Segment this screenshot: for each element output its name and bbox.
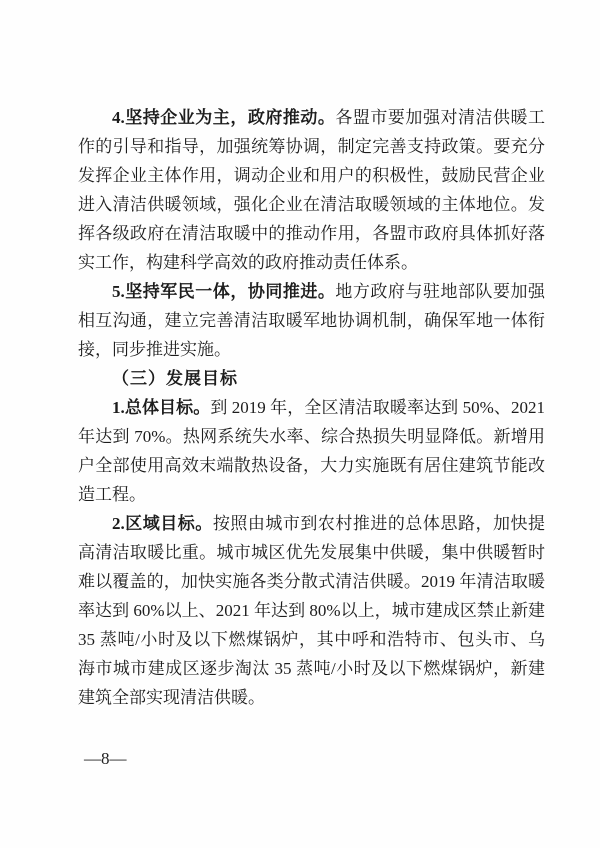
- paragraph-text: 地方政府与驻地部队要加强相互沟通，建立完善清洁取暖军地协调机制，确保军地一体衔接，同步推进实施。: [78, 282, 546, 359]
- paragraph-lead: 4.坚持企业为主，政府推动。: [112, 108, 336, 127]
- paragraph-text: 按照由城市到农村推进的总体思路，加快提高清洁取暖比重。城市城区优先发展集中供暖，集中供暖暂时难以覆盖的，加快实施各类分散式清洁供暖。2019 年清洁取暖率达到 60%以上、2021 年达到 80%以上，城市建成区禁止新建 35 蒸吨/小时及以下燃煤锅炉，其中呼和浩特市、包头市、乌海市城市建成区逐步淘汰 35 蒸吨/小时及以下燃煤锅炉，新建建筑全部实现清洁供暖。: [78, 514, 545, 707]
- paragraph-lead: 1.总体目标。: [112, 398, 211, 417]
- document-content: [78, 103, 545, 712]
- paragraph-enterprise-led: [78, 103, 545, 277]
- paragraph-military-civil: [78, 277, 545, 364]
- paragraph-text: 到 2019 年，全区清洁取暖率达到 50%、2021 年达到 70%。热网系统失水率、综合热损失明显降低。新增用户全部使用高效末端散热设备，大力实施既有居住建筑节能改造工程。: [78, 398, 545, 504]
- paragraph-lead: 5.坚持军民一体，协同推进。: [112, 282, 336, 301]
- section-heading-development-goals: （三）发展目标: [112, 369, 238, 388]
- paragraph-lead: 2.区域目标。: [112, 514, 213, 533]
- page-number: —8—: [84, 749, 127, 768]
- paragraph-regional-goal: [78, 509, 545, 712]
- paragraph-text: 各盟市要加强对清洁供暖工作的引导和指导，加强统筹协调，制定完善支持政策。要充分发挥企业主体作用，调动企业和用户的积极性，鼓励民营企业进入清洁供暖领域，强化企业在清洁取暖领域的主体地位。发挥各级政府在清洁取暖中的推动作用，各盟市政府具体抓好落实工作，构建科学高效的政府推动责任体系。: [78, 108, 546, 272]
- paragraph-overall-goal: [78, 393, 545, 509]
